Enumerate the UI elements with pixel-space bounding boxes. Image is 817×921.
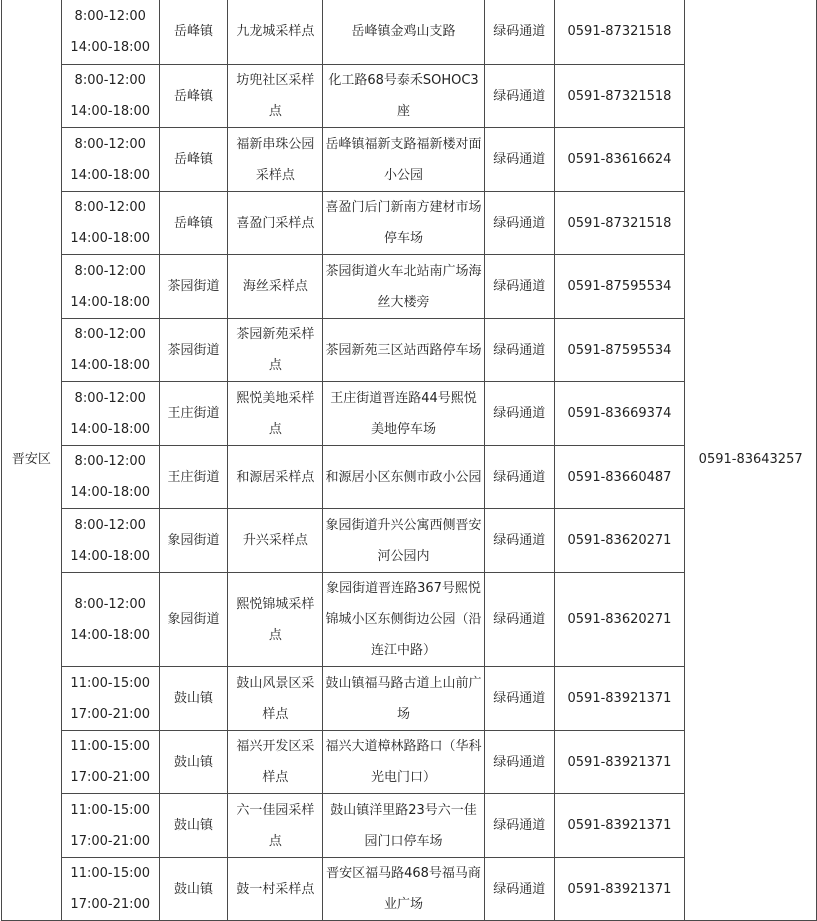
time-cell xyxy=(61,573,159,667)
channel-cell: 绿码通道 xyxy=(484,255,554,319)
town-cell: 茶园街道 xyxy=(159,319,228,382)
channel-cell: 绿码通道 xyxy=(484,731,554,794)
address-cell: 晋安区福马路468号福马商业广场 xyxy=(323,858,485,921)
phone-cell: 0591-83669374 xyxy=(554,382,685,446)
time-slot: 14:00-18:00 xyxy=(70,421,151,437)
time-slot: 17:00-21:00 xyxy=(70,833,151,849)
time-slot: 11:00-15:00 xyxy=(70,866,151,881)
town-cell: 鼓山镇 xyxy=(159,667,228,731)
channel-cell: 绿码通道 xyxy=(484,858,554,921)
time-slot: 8:00-12:00 xyxy=(74,517,146,533)
site-cell: 鼓山风景区采样点 xyxy=(228,667,323,731)
site-cell: 九龙城采样点 xyxy=(228,0,323,65)
site-cell: 茶园新苑采样点 xyxy=(228,319,323,382)
time-slot: 8:00-12:00 xyxy=(74,390,146,406)
time-slot: 17:00-21:00 xyxy=(70,770,151,785)
channel-cell: 绿码通道 xyxy=(484,128,554,192)
phone-cell: 0591-83620271 xyxy=(554,573,685,667)
time-cell xyxy=(61,0,159,65)
address-cell: 象园街道升兴公寓西侧晋安河公园内 xyxy=(323,509,485,573)
time-slot: 8:00-12:00 xyxy=(74,327,146,342)
time-slot: 11:00-15:00 xyxy=(70,802,151,818)
time-slot: 14:00-18:00 xyxy=(70,231,151,246)
district-cell: 晋安区 xyxy=(2,0,62,921)
time-slot: 8:00-12:00 xyxy=(74,596,146,612)
time-slot: 17:00-21:00 xyxy=(70,706,151,722)
phone-cell: 0591-83921371 xyxy=(554,667,685,731)
time-slot: 14:00-18:00 xyxy=(70,167,151,183)
address-cell: 鼓山镇洋里路23号六一佳园门口停车场 xyxy=(323,794,485,858)
time-slot: 11:00-15:00 xyxy=(70,675,151,691)
channel-cell: 绿码通道 xyxy=(484,446,554,509)
town-cell: 岳峰镇 xyxy=(159,0,228,65)
channel-cell: 绿码通道 xyxy=(484,0,554,65)
time-slot: 14:00-18:00 xyxy=(70,548,151,564)
time-slot: 14:00-18:00 xyxy=(70,627,151,643)
time-slot: 8:00-12:00 xyxy=(74,454,146,469)
phone-cell: 0591-87321518 xyxy=(554,192,685,255)
site-cell: 熙悦锦城采样点 xyxy=(228,573,323,667)
time-slot: 8:00-12:00 xyxy=(74,263,146,279)
time-slot: 8:00-12:00 xyxy=(74,73,146,88)
town-cell: 鼓山镇 xyxy=(159,858,228,921)
site-cell: 福兴开发区采样点 xyxy=(228,731,323,794)
time-slot: 14:00-18:00 xyxy=(70,485,151,500)
site-cell: 坊兜社区采样点 xyxy=(228,65,323,128)
hotline-cell: 0591-83643257 xyxy=(685,0,817,921)
address-cell: 象园街道晋连路367号熙悦锦城小区东侧街边公园（沿连江中路） xyxy=(323,573,485,667)
town-cell: 象园街道 xyxy=(159,573,228,667)
time-cell xyxy=(61,667,159,731)
town-cell: 岳峰镇 xyxy=(159,128,228,192)
time-cell xyxy=(61,509,159,573)
time-cell xyxy=(61,128,159,192)
time-cell xyxy=(61,446,159,509)
town-cell: 岳峰镇 xyxy=(159,192,228,255)
sampling-sites-table xyxy=(1,0,817,921)
time-cell xyxy=(61,794,159,858)
address-cell: 福兴大道樟林路路口（华科光电门口） xyxy=(323,731,485,794)
phone-cell: 0591-87321518 xyxy=(554,0,685,65)
address-cell: 化工路68号泰禾SOHOC3座 xyxy=(323,65,485,128)
time-cell xyxy=(61,731,159,794)
channel-cell: 绿码通道 xyxy=(484,382,554,446)
town-cell: 象园街道 xyxy=(159,509,228,573)
time-slot: 14:00-18:00 xyxy=(70,358,151,373)
address-cell: 茶园街道火车北站南广场海丝大楼旁 xyxy=(323,255,485,319)
town-cell: 鼓山镇 xyxy=(159,731,228,794)
phone-cell: 0591-87321518 xyxy=(554,65,685,128)
time-cell xyxy=(61,319,159,382)
channel-cell: 绿码通道 xyxy=(484,65,554,128)
time-slot: 11:00-15:00 xyxy=(70,739,151,754)
address-cell: 岳峰镇福新支路福新楼对面小公园 xyxy=(323,128,485,192)
time-cell xyxy=(61,382,159,446)
phone-cell: 0591-83660487 xyxy=(554,446,685,509)
table-row xyxy=(2,0,817,65)
site-cell: 熙悦美地采样点 xyxy=(228,382,323,446)
site-cell: 升兴采样点 xyxy=(228,509,323,573)
time-slot: 8:00-12:00 xyxy=(74,8,146,24)
time-slot: 14:00-18:00 xyxy=(70,104,151,119)
channel-cell: 绿码通道 xyxy=(484,573,554,667)
site-cell: 福新串珠公园采样点 xyxy=(228,128,323,192)
address-cell: 王庄街道晋连路44号熙悦美地停车场 xyxy=(323,382,485,446)
site-cell: 鼓一村采样点 xyxy=(228,858,323,921)
channel-cell: 绿码通道 xyxy=(484,509,554,573)
time-slot: 17:00-21:00 xyxy=(70,897,151,912)
town-cell: 王庄街道 xyxy=(159,446,228,509)
time-cell xyxy=(61,858,159,921)
time-slot: 8:00-12:00 xyxy=(74,200,146,215)
town-cell: 鼓山镇 xyxy=(159,794,228,858)
site-cell: 和源居采样点 xyxy=(228,446,323,509)
phone-cell: 0591-87595534 xyxy=(554,255,685,319)
channel-cell: 绿码通道 xyxy=(484,192,554,255)
site-cell: 六一佳园采样点 xyxy=(228,794,323,858)
time-cell xyxy=(61,192,159,255)
phone-cell: 0591-83921371 xyxy=(554,731,685,794)
address-cell: 和源居小区东侧市政小公园 xyxy=(323,446,485,509)
time-cell xyxy=(61,255,159,319)
phone-cell: 0591-87595534 xyxy=(554,319,685,382)
phone-cell: 0591-83921371 xyxy=(554,858,685,921)
address-cell: 喜盈门后门新南方建材市场停车场 xyxy=(323,192,485,255)
channel-cell: 绿码通道 xyxy=(484,667,554,731)
phone-cell: 0591-83616624 xyxy=(554,128,685,192)
site-cell: 喜盈门采样点 xyxy=(228,192,323,255)
channel-cell: 绿码通道 xyxy=(484,794,554,858)
time-cell xyxy=(61,65,159,128)
time-slot: 14:00-18:00 xyxy=(70,39,151,55)
time-slot: 8:00-12:00 xyxy=(74,136,146,152)
address-cell: 茶园新苑三区站西路停车场 xyxy=(323,319,485,382)
town-cell: 岳峰镇 xyxy=(159,65,228,128)
phone-cell: 0591-83921371 xyxy=(554,794,685,858)
address-cell: 岳峰镇金鸡山支路 xyxy=(323,0,485,65)
channel-cell: 绿码通道 xyxy=(484,319,554,382)
town-cell: 茶园街道 xyxy=(159,255,228,319)
phone-cell: 0591-83620271 xyxy=(554,509,685,573)
site-cell: 海丝采样点 xyxy=(228,255,323,319)
time-slot: 14:00-18:00 xyxy=(70,294,151,310)
town-cell: 王庄街道 xyxy=(159,382,228,446)
address-cell: 鼓山镇福马路古道上山前广场 xyxy=(323,667,485,731)
